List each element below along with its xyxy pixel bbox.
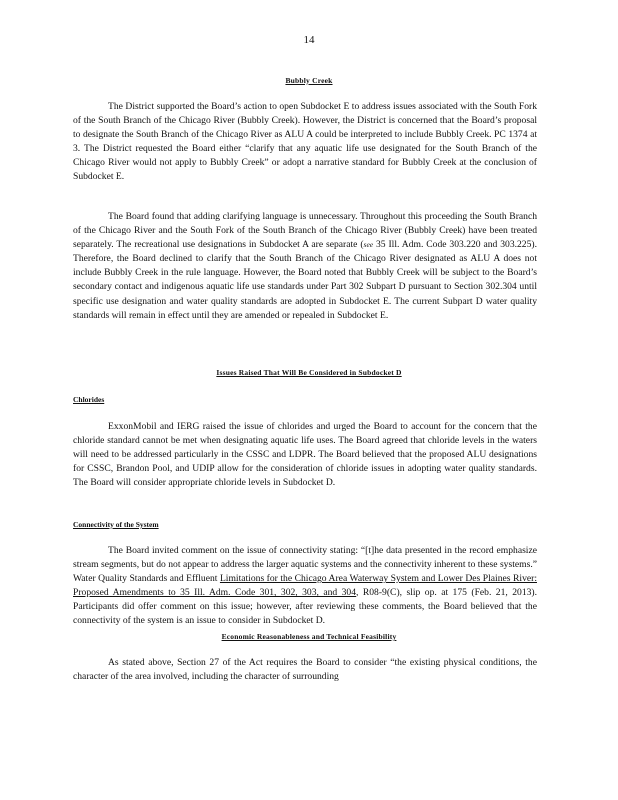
economic-heading: Economic Reasonableness and Technical Feasibility — [221, 632, 397, 641]
bubbly-creek-paragraph-2 — [73, 210, 537, 323]
page-number: 14 — [303, 34, 315, 46]
citation-title: Limitations for the Chicago Area Waterway System and Lower Des Plaines River: Proposed Amendments to 35 Ill. Adm. Code 301, 302, 303, and 304 — [73, 573, 537, 599]
issues-heading: Issues Raised That Will Be Considered in Subdocket D — [216, 368, 402, 377]
paragraph-text: The Board found that adding clarifying language is unnecessary. Throughout this proceeding the South Branch of the Chicago River and the South Fork of the South Branch of the Chicago River (Bubbly Creek) have been treated separately. The recreational use designations in Subdocket A are separate ( — [73, 211, 537, 251]
connectivity-paragraph — [73, 544, 537, 629]
bubbly-creek-paragraph-1: The District supported the Board’s action to open Subdocket E to address issues associated with the South Fork of the South Branch of the Chicago River (Bubbly Creek). However, the District is concerned that the Board’s proposal to designate the South Branch of the Chicago River as ALU A could be interpreted to include Bubbly Creek. PC 1374 at 3. The District requested the Board either “clarify that any aquatic life use designated for the South Branch of the Chicago River would not apply to Bubbly Creek” or adopt a narrative standard for Bubbly Creek at the conclusion of Subdocket E. — [73, 101, 537, 183]
bubbly-creek-heading: Bubbly Creek — [285, 76, 333, 85]
chlorides-heading: Chlorides — [73, 395, 105, 404]
connectivity-heading: Connectivity of the System — [73, 520, 159, 529]
paragraph-text: , R08-9(C), slip op. at 175 (Feb. 21, 2013). Participants did offer comment on this issue; however, after reviewing these comments, the Board believed that the connectivity of the system is an issue to consider in Subdocket D. — [73, 587, 538, 627]
see-citation-signal: see — [363, 240, 374, 250]
paragraph-text: 35 Ill. Adm. Code 303.220 and 303.225). Therefore, the Board declined to clarify that the South Branch of the Chicago River designated as ALU A does not include Bubbly Creek in the rule language. However, the Board noted that Bubbly Creek will be subject to the Board’s secondary contact and indigenous aquatic life use standards under Part 302 Subpart D pursuant to Section 302.304 until specific use designation and water quality standards are adopted in Subdocket E. The current Subpart D water quality standards will remain in effect until they are amended or repealed in Subdocket E. — [73, 239, 537, 321]
paragraph-text: The Board invited comment on the issue of connectivity stating: “[t]he data presented in the record emphasize stream segments, but do not appear to address the larger aquatic systems and the connectivity inherent to these systems.” Water Quality Standards and Effluent — [73, 545, 537, 585]
chlorides-paragraph: ExxonMobil and IERG raised the issue of chlorides and urged the Board to account for the concern that the chloride standard cannot be met when designating aquatic life uses. The Board agreed that chloride levels in the waters will need to be addressed particularly in the CSSC and LDPR. The Board believed that the proposed ALU designations for CSSC, Brandon Pool, and UDIP allow for the consideration of chloride issues in adopting water quality standards. The Board will consider appropriate chloride levels in Subdocket D. — [73, 421, 537, 489]
economic-paragraph: As stated above, Section 27 of the Act requires the Board to consider “the existing physical conditions, the character of the area involved, including the character of surrounding — [73, 657, 537, 683]
